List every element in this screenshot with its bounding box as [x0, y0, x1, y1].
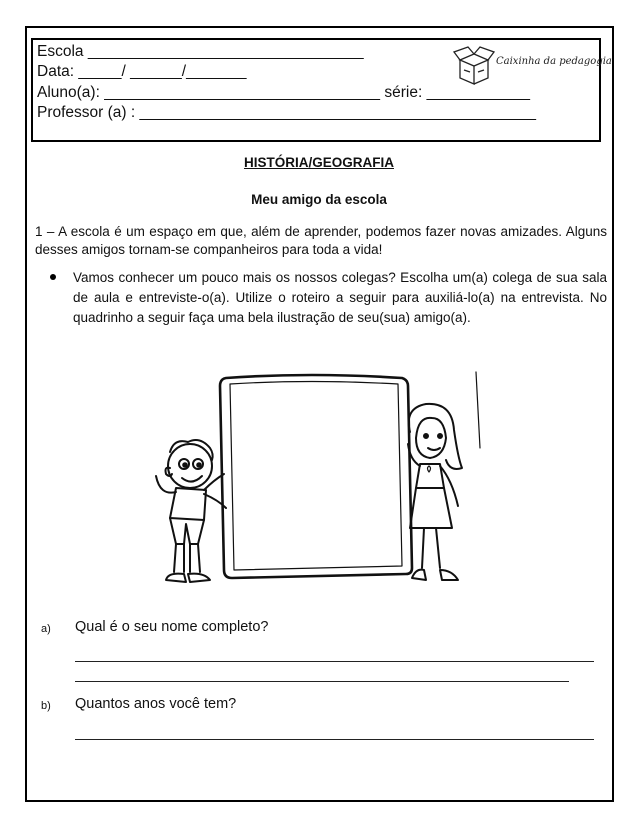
question-a-letter: a)	[41, 623, 51, 635]
bullet-text: Vamos conhecer um pouco mais os nossos colegas? Escolha um(a) colega de sua sala de aula e entreviste-o(a). Utilize o roteiro a seguir para auxiliá-lo(a) na entrevista. No quadrinho a seguir faça uma bela ilustração de seu(sua) amigo(a).	[73, 270, 607, 325]
date-field[interactable]: Data: _____/ ______/_______	[37, 63, 247, 80]
answer-line-a-2[interactable]	[75, 681, 569, 682]
box-icon	[452, 42, 496, 88]
answer-line-a-1[interactable]	[75, 661, 594, 662]
logo	[452, 42, 612, 88]
question-a-text: Qual é o seu nome completo?	[75, 619, 269, 635]
student-field[interactable]: Aluno(a): ________________________________ série: ____________	[37, 84, 531, 101]
answer-line-b-1[interactable]	[75, 739, 594, 740]
bullet-dot	[50, 274, 56, 280]
subject-title: HISTÓRIA/GEOGRAFIA	[243, 155, 394, 170]
teacher-field[interactable]: Professor (a) : ______________________________________________	[37, 104, 537, 121]
intro-paragraph: 1 – A escola é um espaço em que, além de aprender, podemos fazer novas amizades. Alguns desses amigos tornam-se companheiros para toda a vida!	[35, 224, 607, 257]
topic-title: Meu amigo da escola	[251, 192, 387, 207]
question-b-text: Quantos anos você tem?	[75, 696, 237, 712]
school-field[interactable]: Escola ________________________________	[37, 43, 364, 60]
question-b-letter: b)	[41, 700, 51, 712]
kids-holding-board-illustration	[140, 368, 500, 598]
logo-text: Caixinha da pedagogia	[496, 56, 612, 67]
